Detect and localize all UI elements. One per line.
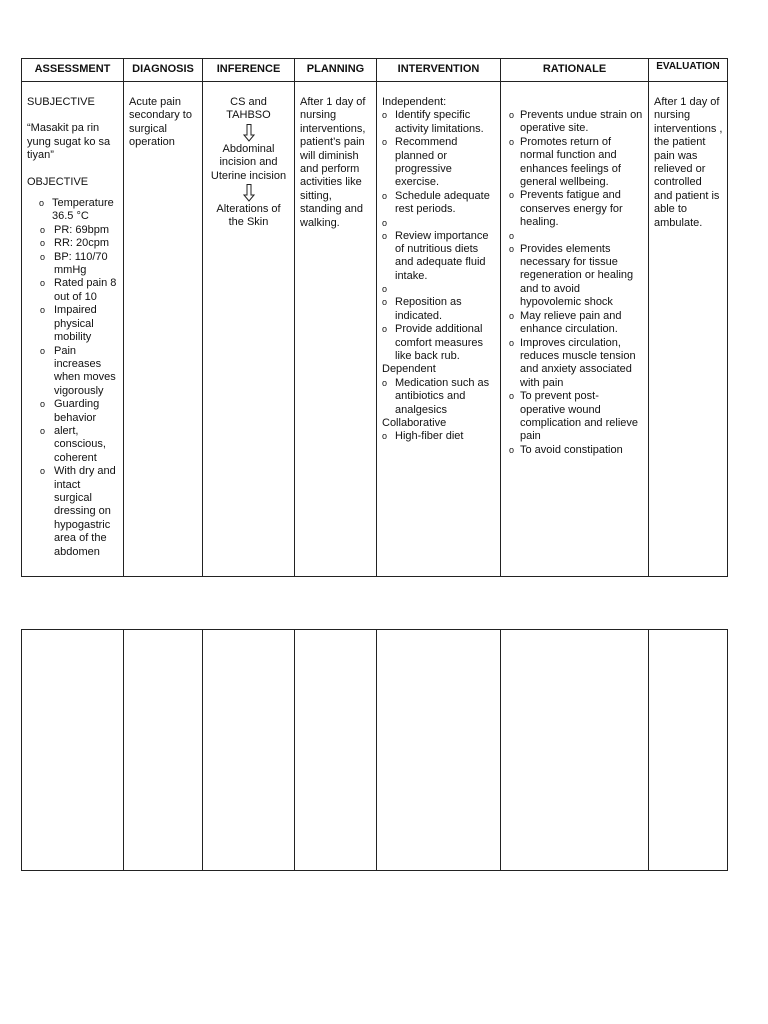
objective-list bbox=[27, 197, 119, 559]
assessment-cell bbox=[22, 82, 124, 577]
list-item: o Impaired physical mobility bbox=[27, 304, 119, 344]
list-item: o Provides elements necessary for tissue regeneration or healing and to avoid hypovolemic shock bbox=[509, 243, 644, 310]
list-item: o Identify specific activity limitations. bbox=[382, 109, 496, 136]
list-item: o BP: 110/70 mmHg bbox=[27, 251, 119, 278]
blank-row bbox=[22, 630, 728, 871]
list-item: o Temperature 36.5 °C bbox=[27, 197, 119, 224]
planning-cell bbox=[295, 82, 377, 577]
list-item: o alert, conscious, coherent bbox=[27, 425, 119, 465]
list-item: o Improves circulation, reduces muscle tension and anxiety associated with pain bbox=[509, 337, 644, 391]
header-assessment: ASSESSMENT bbox=[22, 59, 124, 82]
inference-step-3: Alterations of the Skin bbox=[216, 203, 281, 229]
subjective-quote: “Masakit pa rin yung sugat ko sa tiyan” bbox=[27, 122, 111, 162]
header-diagnosis: DIAGNOSIS bbox=[124, 59, 203, 82]
header-planning: PLANNING bbox=[295, 59, 377, 82]
independent-list bbox=[382, 109, 496, 363]
subjective-label: SUBJECTIVE bbox=[27, 96, 95, 108]
care-plan-row bbox=[22, 82, 728, 577]
list-item: o To prevent post-operative wound complication and relieve pain bbox=[509, 390, 644, 444]
list-item: o Pain increases when moves vigorously bbox=[27, 345, 119, 399]
collaborative-list bbox=[382, 430, 496, 443]
down-arrow-icon bbox=[243, 184, 255, 202]
header-evaluation: EVALUATION bbox=[649, 59, 728, 82]
list-item: o Prevents fatigue and conserves energy for healing. bbox=[509, 189, 644, 229]
blank-cell bbox=[649, 630, 728, 871]
rationale-cell bbox=[501, 82, 649, 577]
blank-cell bbox=[377, 630, 501, 871]
header-inference: INFERENCE bbox=[203, 59, 295, 82]
blank-cell bbox=[22, 630, 124, 871]
care-plan-table bbox=[21, 58, 728, 577]
list-item: o Medication such as antibiotics and analgesics bbox=[382, 377, 496, 417]
header-row bbox=[22, 59, 728, 82]
list-item: o Provide additional comfort measures like back rub. bbox=[382, 323, 496, 363]
independent-label: Independent: bbox=[382, 96, 447, 108]
list-item: o May relieve pain and enhance circulation. bbox=[509, 310, 644, 337]
blank-cell bbox=[203, 630, 295, 871]
planning-text: After 1 day of nursing interventions, patient’s pain will diminish and perform activities like sitting, standing and walking. bbox=[300, 96, 366, 229]
blank-table bbox=[21, 629, 728, 871]
dependent-list bbox=[382, 377, 496, 417]
list-spacer bbox=[509, 230, 644, 243]
diagnosis-text: Acute pain secondary to surgical operation bbox=[129, 96, 192, 149]
list-item: o Schedule adequate rest periods. bbox=[382, 190, 496, 217]
evaluation-text: After 1 day of nursing interventions , the patient pain was relieved or controlled and patient is able to ambulate. bbox=[654, 96, 723, 229]
header-rationale: RATIONALE bbox=[501, 59, 649, 82]
list-item: o Recommend planned or progressive exercise. bbox=[382, 136, 496, 190]
list-spacer bbox=[382, 217, 496, 230]
blank-cell bbox=[295, 630, 377, 871]
evaluation-cell bbox=[649, 82, 728, 577]
list-item: o Review importance of nutritious diets and adequate fluid intake. bbox=[382, 230, 496, 284]
blank-cell bbox=[124, 630, 203, 871]
objective-label: OBJECTIVE bbox=[27, 175, 89, 188]
collaborative-label: Collaborative bbox=[382, 416, 447, 429]
dependent-label: Dependent bbox=[382, 363, 436, 376]
inference-step-1: CS and TAHBSO bbox=[226, 96, 271, 122]
rationale-list bbox=[509, 109, 644, 457]
list-item: o Guarding behavior bbox=[27, 398, 119, 425]
inference-step-2: Abdominal incision and Uterine incision bbox=[210, 142, 287, 182]
list-item: o High-fiber diet bbox=[382, 430, 496, 443]
list-item: o With dry and intact surgical dressing on hypogastric area of the abdomen bbox=[27, 465, 119, 559]
list-item: o Prevents undue strain on operative site. bbox=[509, 109, 644, 136]
list-item: o Rated pain 8 out of 10 bbox=[27, 277, 119, 304]
list-spacer bbox=[382, 283, 496, 296]
list-item: o PR: 69bpm bbox=[27, 224, 119, 237]
list-item: o RR: 20cpm bbox=[27, 237, 119, 250]
list-item: o To avoid constipation bbox=[509, 444, 644, 457]
blank-cell bbox=[501, 630, 649, 871]
list-item: o Reposition as indicated. bbox=[382, 296, 496, 323]
list-item: o Promotes return of normal function and enhances feelings of general wellbeing. bbox=[509, 136, 644, 190]
inference-cell bbox=[203, 82, 295, 577]
intervention-cell bbox=[377, 82, 501, 577]
diagnosis-cell bbox=[124, 82, 203, 577]
header-intervention: INTERVENTION bbox=[377, 59, 501, 82]
down-arrow-icon bbox=[243, 124, 255, 142]
